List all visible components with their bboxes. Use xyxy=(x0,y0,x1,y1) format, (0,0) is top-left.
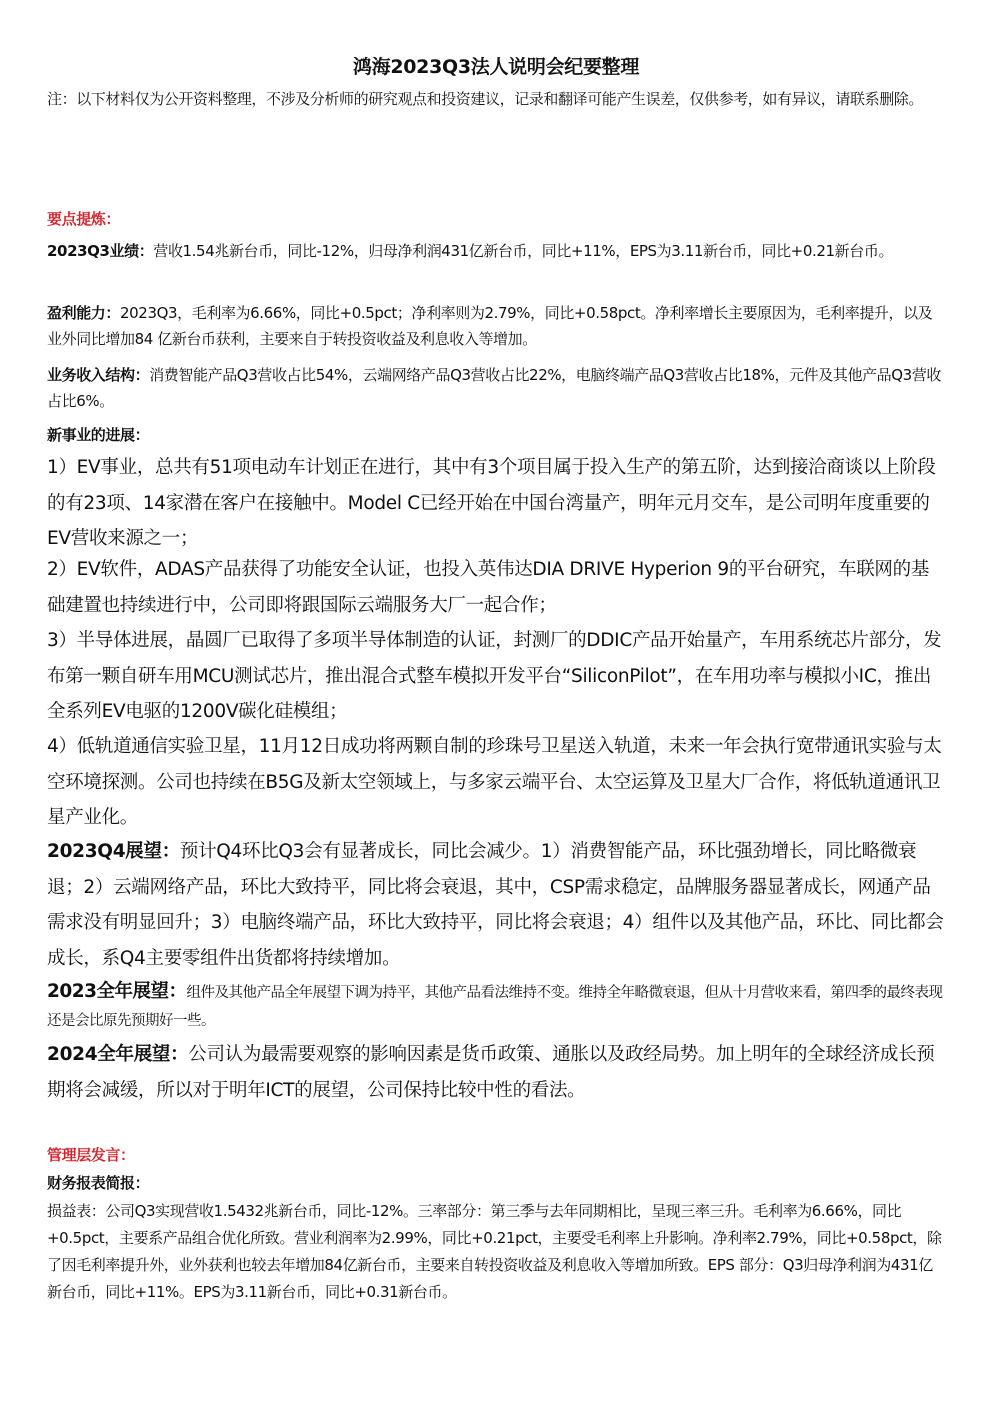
revenue-structure-text: 消费智能产品Q3营收占比54%，云端网络产品Q3营收占比22%，电脑终端产品Q3营收占比18%，元件及其他产品Q3营收占比6%。 xyxy=(47,366,942,410)
new-business-item: 4）低轨道通信实验卫星，11月12日成功将两颗自制的珍珠号卫星送入轨道，未来一年会执行宽带通讯实验与太空环境探测。公司也持续在B5G及新太空领域上，与多家云端平台、太空运算及卫星大厂合作，将低轨道通讯卫星产业化。 xyxy=(47,736,942,828)
q4-outlook-text: 预计Q4环比Q3会有显著成长，同比会减少。1）消费智能产品，环比强劲增长，同比略微衰退；2）云端网络产品，环比大致持平，同比将会衰退，其中，CSP需求稳定，品牌服务器显著成长，网通产品需求没有明显回升；3）电脑终端产品，环比大致持平，同比将会衰退；4）组件以及其他产品，环比、同比都会成长，系Q4主要零组件出货都将持续增加。 xyxy=(47,841,944,969)
highlights-heading: 要点提炼： xyxy=(47,210,121,228)
q3-performance-text: 营收1.54兆新台币，同比-12%，归母净利润431亿新台币，同比+11%，EPS为3.11新台币，同比+0.21新台币。 xyxy=(153,242,894,260)
profitability-paragraph xyxy=(47,300,945,352)
financial-heading: 财务报表简报： xyxy=(47,1174,150,1192)
new-business-item: 1）EV事业，总共有51项电动车计划正在进行，其中有3个项目属于投入生产的第五阶，达到接洽商谈以上阶段的有23项、14家潜在客户在接触中。Model C已经开始在中国台湾量产，明年元月交车，是公司明年度重要的EV营收来源之一； xyxy=(47,457,936,549)
new-business-item: 2）EV软件，ADAS产品获得了功能安全认证，也投入英伟达DIA DRIVE Hyperion 9的平台研究，车联网的基础建置也持续进行中，公司即将跟国际云端服务大厂一起合作； xyxy=(47,559,930,616)
q3-performance-paragraph xyxy=(47,238,945,264)
profitability-text: 2023Q3，毛利率为6.66%，同比+0.5pct；净利率则为2.79%，同比+0.58pct。净利率增长主要原因为，毛利率提升，以及业外同比增加84 亿新台币获利，主要来自于转投资收益及利息收入等增加。 xyxy=(47,304,933,348)
q4-outlook-label: 2023Q4展望： xyxy=(47,841,180,862)
new-business-item: 3）半导体进展，晶圆厂已取得了多项半导体制造的认证，封测厂的DDIC产品开始量产，车用系统芯片部分，发布第一颗自研车用MCU测试芯片，推出混合式整车模拟开发平台“SiliconPilot”，在车用功率与模拟小IC，推出全系列EV电驱的1200V碳化硅模组； xyxy=(47,630,942,722)
fy2024-outlook-label: 2024全年展望： xyxy=(47,1044,189,1065)
management-heading: 管理层发言： xyxy=(47,1146,135,1164)
profitability-label: 盈利能力： xyxy=(47,304,121,322)
new-business-heading: 新事业的进展： xyxy=(47,426,150,444)
fy2023-outlook-label: 2023全年展望： xyxy=(47,981,187,1002)
fy2023-outlook-paragraph xyxy=(47,978,945,1035)
fy2024-outlook-paragraph xyxy=(47,1037,945,1108)
fy2023-outlook-text: 组件及其他产品全年展望下调为持平，其他产品看法维持不变。维持全年略微衰退，但从十月营收来看，第四季的最终表现还是会比原先预期好一些。 xyxy=(47,985,943,1029)
page-title: 鸿海2023Q3法人说明会纪要整理 xyxy=(352,56,640,78)
q4-outlook-paragraph xyxy=(47,834,945,976)
financial-summary-text: 损益表：公司Q3实现营收1.5432兆新台币，同比-12%。三率部分：第三季与去年同期相比，呈现三率三升。毛利率为6.66%，同比+0.5pct，主要系产品组合优化所致。营业利润率为2.99%，同比+0.21pct，主要受毛利率上升影响。净利率2.79%，同比+0.58pct，除了因毛利率提升外，业外获利也较去年增加84亿新台币，主要来自转投资收益及利息收入等增加所致。EPS 部分：Q3归母净利润为431亿新台币，同比+11%。EPS为3.11新台币，同比+0.31新台币。 xyxy=(47,1202,942,1301)
disclaimer: 注：以下材料仅为公开资料整理，不涉及分析师的研究观点和投资建议，记录和翻译可能产生误差，仅供参考，如有异议，请联系删除。 xyxy=(47,90,924,108)
revenue-structure-paragraph xyxy=(47,362,945,414)
revenue-structure-label: 业务收入结构： xyxy=(47,366,150,384)
q3-performance-label: 2023Q3业绩： xyxy=(47,242,154,260)
fy2024-outlook-text: 公司认为最需要观察的影响因素是货币政策、通胀以及政经局势。加上明年的全球经济成长预期将会减缓，所以对于明年ICT的展望，公司保持比较中性的看法。 xyxy=(47,1044,935,1101)
